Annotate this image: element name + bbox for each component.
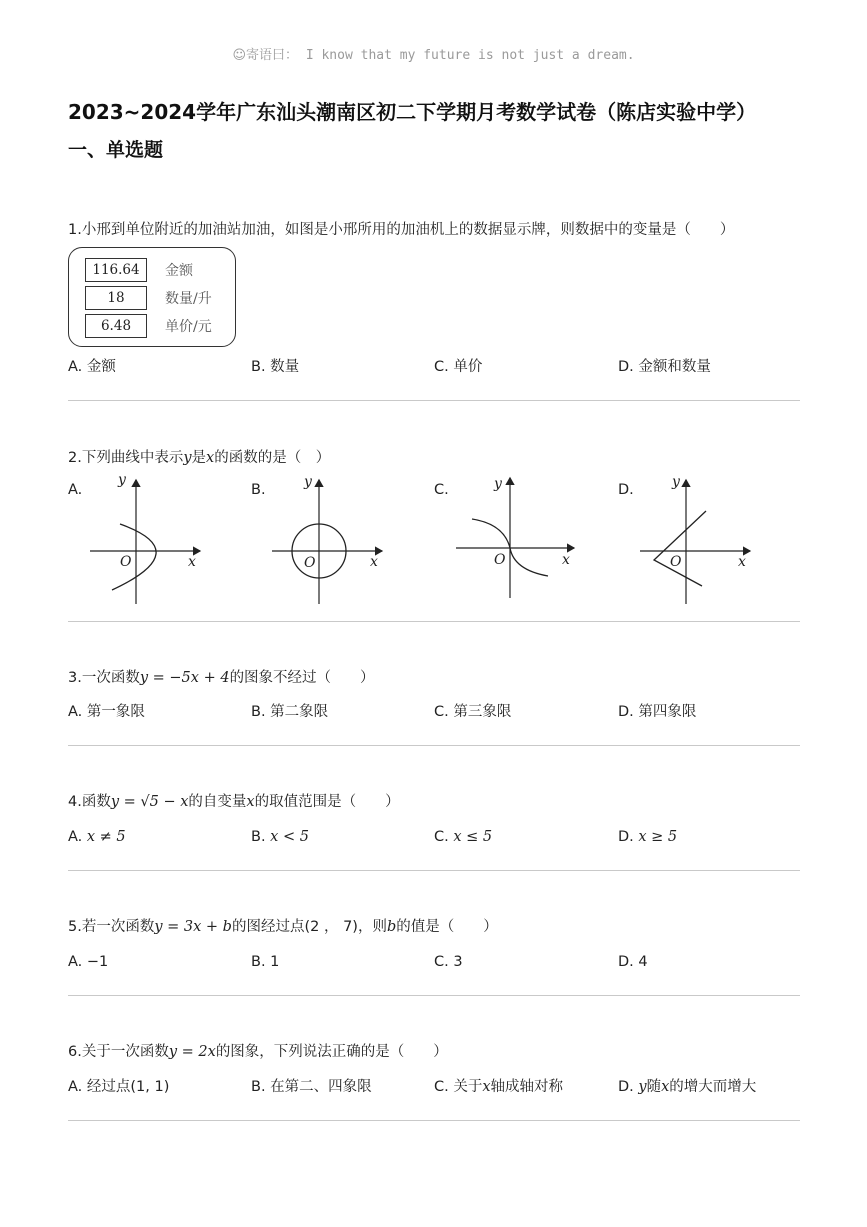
axis-label-y: y [494, 476, 502, 492]
section-heading: 一、单选题 [68, 139, 164, 161]
divider [68, 621, 800, 622]
motto-text: 寄语曰： I know that my future is not just a dream. [246, 48, 635, 63]
question-4-stem: 4.函数y = √5 − x的自变量x的取值范围是（ ） [68, 794, 400, 810]
option-b[interactable]: B. 在第二、四象限 [251, 1079, 372, 1095]
divider [68, 745, 800, 746]
question-3-stem: 3.一次函数y = −5x + 4的图象不经过（ ） [68, 670, 375, 686]
question-1-stem: 1.小邢到单位附近的加油站加油，如图是小邢所用的加油机上的数据显示牌，则数据中的变量是（ ） [68, 222, 735, 238]
axis-label-x: x [738, 554, 746, 570]
axis-label-x: x [188, 554, 196, 570]
origin-label: O [494, 552, 506, 568]
option-d[interactable]: D. 4 [618, 954, 648, 970]
question-1-options [68, 356, 800, 378]
question-2-stem: 2.下列曲线中表示y是x的函数的是（ ） [68, 450, 331, 466]
graph-b-circle [268, 474, 388, 609]
option-b[interactable]: B. [251, 482, 266, 498]
question-2 [68, 447, 800, 469]
option-b[interactable]: B. 数量 [251, 359, 300, 375]
option-a[interactable]: A. [68, 482, 83, 498]
divider [68, 400, 800, 401]
smile-icon: ☺ [232, 48, 246, 63]
axis-label-y: y [672, 474, 680, 490]
question-5-options [68, 951, 800, 973]
option-b[interactable]: B. x < 5 [251, 829, 309, 845]
graph-c-curve [452, 474, 582, 609]
option-c[interactable]: C. 单价 [434, 359, 483, 375]
pump-display [68, 247, 236, 347]
axis-label-y: y [118, 474, 126, 488]
option-c[interactable]: C. x ≤ 5 [434, 829, 493, 845]
divider [68, 870, 800, 871]
pump-label: 单价/元 [165, 319, 212, 335]
page-title: 2023~2024学年广东汕头潮南区初二下学期月考数学试卷（陈店实验中学） [68, 100, 757, 124]
option-a[interactable]: A. x ≠ 5 [68, 829, 126, 845]
divider [68, 995, 800, 996]
option-c[interactable]: C. [434, 482, 449, 498]
pump-value: 6.48 [85, 314, 147, 338]
question-6 [68, 1041, 800, 1063]
origin-label: O [304, 555, 316, 571]
option-c[interactable]: C. 第三象限 [434, 704, 512, 720]
pump-label: 数量/升 [165, 291, 212, 307]
option-d[interactable]: D. x ≥ 5 [618, 829, 678, 845]
option-b[interactable]: B. 1 [251, 954, 280, 970]
pump-value: 116.64 [85, 258, 147, 282]
origin-label: O [120, 554, 132, 570]
option-b[interactable]: B. 第二象限 [251, 704, 329, 720]
question-5-stem: 5.若一次函数y = 3x + b的图经过点(2 ， 7)，则b的值是（ ） [68, 919, 498, 935]
origin-label: O [670, 554, 682, 570]
question-4 [68, 791, 800, 813]
option-d[interactable]: D. [618, 482, 634, 498]
pump-value: 18 [85, 286, 147, 310]
option-a[interactable]: A. 第一象限 [68, 704, 145, 720]
option-d[interactable]: D. y随x的增大而增大 [618, 1079, 757, 1095]
question-6-options [68, 1076, 800, 1098]
question-4-options [68, 826, 800, 848]
axis-label-x: x [370, 554, 378, 570]
option-d[interactable]: D. 金额和数量 [618, 359, 711, 375]
question-3-options [68, 701, 800, 723]
question-1 [68, 219, 800, 241]
option-c[interactable]: C. 3 [434, 954, 463, 970]
graph-a-parabola [86, 474, 206, 609]
option-d[interactable]: D. 第四象限 [618, 704, 697, 720]
divider [68, 1120, 800, 1121]
pump-label: 金额 [165, 263, 193, 279]
option-a[interactable]: A. 经过点(1, 1) [68, 1079, 170, 1095]
graph-d-angle [636, 474, 756, 609]
option-a[interactable]: A. −1 [68, 954, 109, 970]
question-3 [68, 667, 800, 689]
option-a[interactable]: A. 金额 [68, 359, 116, 375]
question-6-stem: 6.关于一次函数y = 2x的图象，下列说法正确的是（ ） [68, 1044, 448, 1060]
question-5 [68, 916, 800, 938]
option-c[interactable]: C. 关于x轴成轴对称 [434, 1079, 564, 1095]
axis-label-y: y [304, 474, 312, 490]
motto-line [0, 44, 867, 63]
axis-label-x: x [562, 552, 570, 568]
